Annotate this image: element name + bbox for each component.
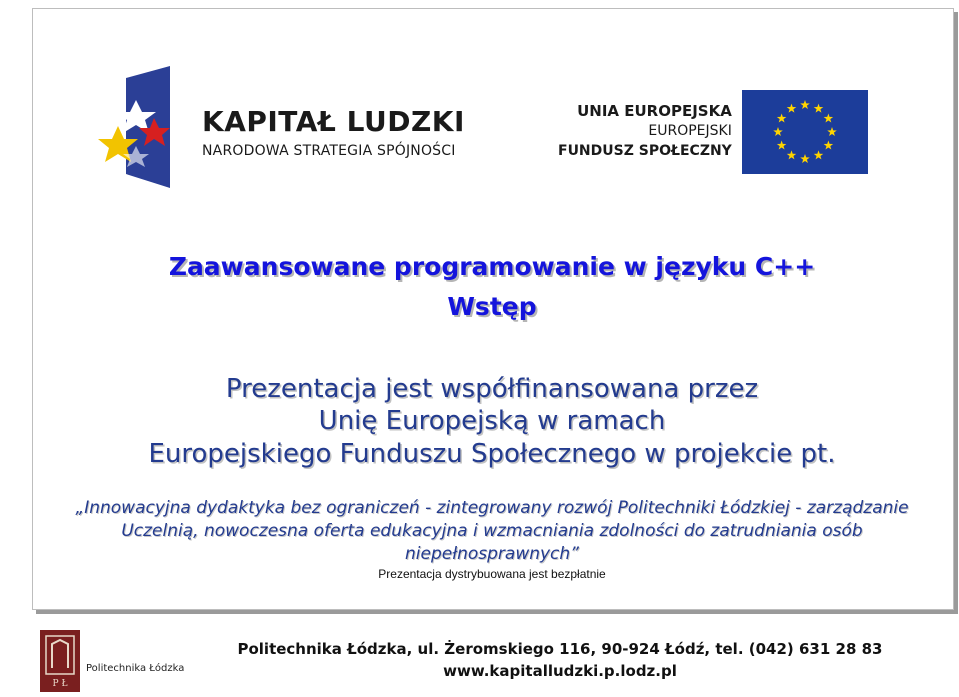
cofinance-line-1: Prezentacja jest współfinansowana przez: [225, 374, 759, 404]
cofinance-line-3: Europejskiego Funduszu Społecznego w projekcie pt.: [148, 439, 836, 469]
politechnika-logo-label: Politechnika Łódzka: [86, 663, 185, 674]
slide-title: Zaawansowane programowanie w języku C++: [168, 252, 816, 281]
eu-flag-icon: [742, 90, 868, 174]
eu-fund-text: [558, 101, 732, 161]
slide-subtitle: Wstęp: [447, 292, 537, 321]
politechnika-logo-icon: [40, 630, 80, 692]
eu-line-3: FUNDUSZ SPOŁECZNY: [558, 143, 732, 159]
kapital-ludzki-title: KAPITAŁ LUDZKI: [202, 105, 465, 138]
footer-address: Politechnika Łódzka, ul. Żeromskiego 116, 90-924 Łódź, tel. (042) 631 28 83: [237, 640, 883, 658]
kapital-ludzki-text: [202, 107, 465, 159]
cofinance-line-2: Unię Europejską w ramach: [318, 406, 666, 436]
footer-website[interactable]: www.kapitalludzki.p.lodz.pl: [443, 662, 677, 680]
kapital-ludzki-logo-icon: [96, 66, 176, 188]
free-distribution-note: Prezentacja dystrybuowana jest bezpłatnie: [378, 567, 606, 581]
eu-line-2: EUROPEJSKI: [648, 123, 732, 139]
eu-line-1: UNIA EUROPEJSKA: [577, 102, 732, 120]
kapital-ludzki-subtitle: NARODOWA STRATEGIA SPÓJNOŚCI: [202, 143, 456, 159]
project-title: „Innowacyjna dydaktyka bez ograniczeń - zintegrowany rozwój Politechniki Łódzkiej - zarządzanie Uczelnią, nowoczesna oferta edukacyjna i wzmacniania zdolności do zatrudniania osób niepełnosprawnych”: [75, 498, 909, 564]
svg-text:P Ł: P Ł: [52, 679, 68, 689]
